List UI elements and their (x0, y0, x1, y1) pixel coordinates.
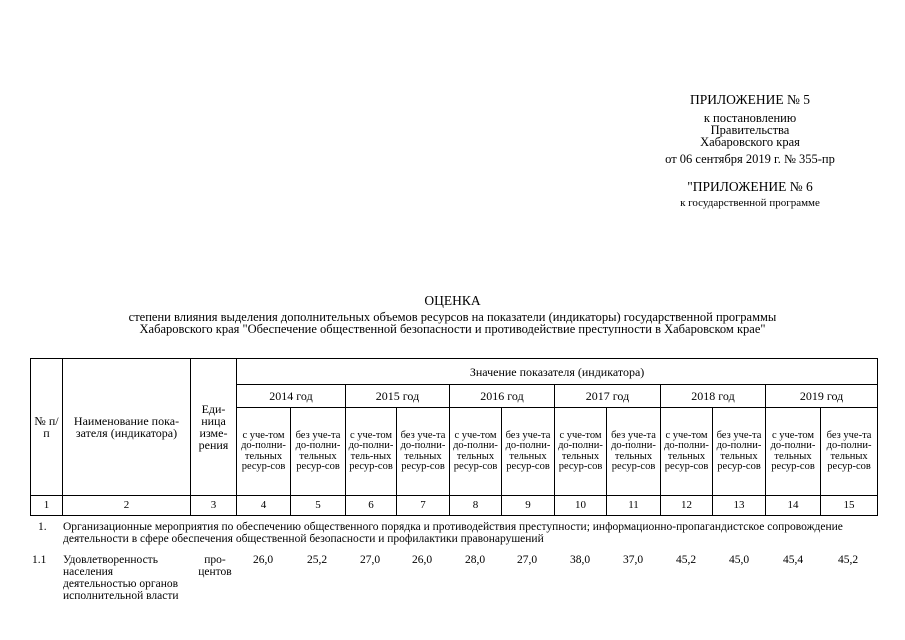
value-2016-without: 27,0 (516, 554, 538, 566)
region-label: Хабаровского края (700, 135, 800, 149)
column-index: 2 (63, 496, 191, 516)
government-label: Правительства (710, 123, 790, 137)
column-index: 12 (661, 496, 713, 516)
column-index: 14 (766, 496, 821, 516)
column-index: 5 (291, 496, 346, 516)
to-resolution: к постановлению (703, 111, 797, 125)
value-2017-with: 38,0 (569, 554, 591, 566)
value-2018-with: 45,2 (675, 554, 697, 566)
section-1-number: 1. (38, 521, 47, 533)
value-2017-without: 37,0 (622, 554, 644, 566)
column-index: 15 (821, 496, 878, 516)
header-without-resources: без уче-та до-полни-тельных ресур-сов (291, 408, 346, 496)
resolution-date: от 06 сентября 2019 г. № 355-пр (665, 152, 835, 166)
header-with-resources: с уче-том до-полни-тельных ресур-сов (661, 408, 713, 496)
value-2015-without: 26,0 (411, 554, 433, 566)
value-2015-with: 27,0 (359, 554, 381, 566)
header-year-2014: 2014 год (237, 385, 346, 408)
to-program-label: к государственной программе (680, 197, 820, 209)
value-2019-without: 45,2 (837, 554, 859, 566)
section-1-text: Организационные мероприятия по обеспечению общественного порядка и противодействия преступности; информационно-пропагандистское сопровождение деятельности в сфере обеспечения общественной безопасности и профилактики правонарушений (63, 521, 843, 546)
header-year-2018: 2018 год (661, 385, 766, 408)
row-1-1-unit: про-центов (198, 554, 232, 579)
header-year-2017: 2017 год (555, 385, 661, 408)
row-1-1-name: Удовлетворенность населения деятельностью органов исполнительной власти (63, 554, 179, 603)
document-subtitle-line2: Хабаровского края "Обеспечение общественной безопасности и противодействие преступности в Хабаровском крае" (139, 322, 766, 336)
column-index: 8 (450, 496, 502, 516)
header-with-resources: с уче-том до-полни-тельных ресур-сов (766, 408, 821, 496)
value-2019-with: 45,4 (782, 554, 804, 566)
header-without-resources: без уче-та до-полни-тельных ресур-сов (607, 408, 661, 496)
header-indicator-value: Значение показателя (индикатора) (237, 359, 878, 385)
header-year-2016: 2016 год (450, 385, 555, 408)
value-2018-without: 45,0 (728, 554, 750, 566)
header-with-resources: с уче-том до-полни-тель-ных ресур-сов (346, 408, 397, 496)
column-index: 10 (555, 496, 607, 516)
header-without-resources: без уче-та до-полни-тельных ресур-сов (502, 408, 555, 496)
column-index: 6 (346, 496, 397, 516)
header-indicator-name: Наименование пока-зателя (индикатора) (63, 359, 191, 496)
header-without-resources: без уче-та до-полни-тельных ресур-сов (397, 408, 450, 496)
value-2014-without: 25,2 (306, 554, 328, 566)
document-title: ОЦЕНКА (424, 293, 481, 308)
column-index: 4 (237, 496, 291, 516)
header-without-resources: без уче-та до-полни-тельных ресур-сов (821, 408, 878, 496)
row-1-1-number: 1.1 (32, 554, 47, 566)
column-index: 1 (31, 496, 63, 516)
column-index: 11 (607, 496, 661, 516)
header-unit: Еди-ница изме-рения (191, 359, 237, 496)
header-with-resources: с уче-том до-полни-тельных ресур-сов (237, 408, 291, 496)
header-year-2019: 2019 год (766, 385, 878, 408)
appendix-title: ПРИЛОЖЕНИЕ № 5 (689, 92, 811, 107)
column-index: 3 (191, 496, 237, 516)
value-2016-with: 28,0 (464, 554, 486, 566)
column-index: 13 (713, 496, 766, 516)
header-without-resources: без уче-та до-полни-тельных ресур-сов (713, 408, 766, 496)
value-2014-with: 26,0 (252, 554, 274, 566)
indicators-table (30, 358, 878, 516)
header-num: № п/п (31, 359, 63, 496)
header-year-2015: 2015 год (346, 385, 450, 408)
header-with-resources: с уче-том до-полни-тельных ресур-сов (450, 408, 502, 496)
header-with-resources: с уче-том до-полни-тельных ресур-сов (555, 408, 607, 496)
appendix-6-title: "ПРИЛОЖЕНИЕ № 6 (687, 179, 813, 194)
column-index: 7 (397, 496, 450, 516)
document-subtitle-line1: степени влияния выделения дополнительных объемов ресурсов на показатели (индикаторы) государственной программы (128, 310, 777, 324)
column-index: 9 (502, 496, 555, 516)
